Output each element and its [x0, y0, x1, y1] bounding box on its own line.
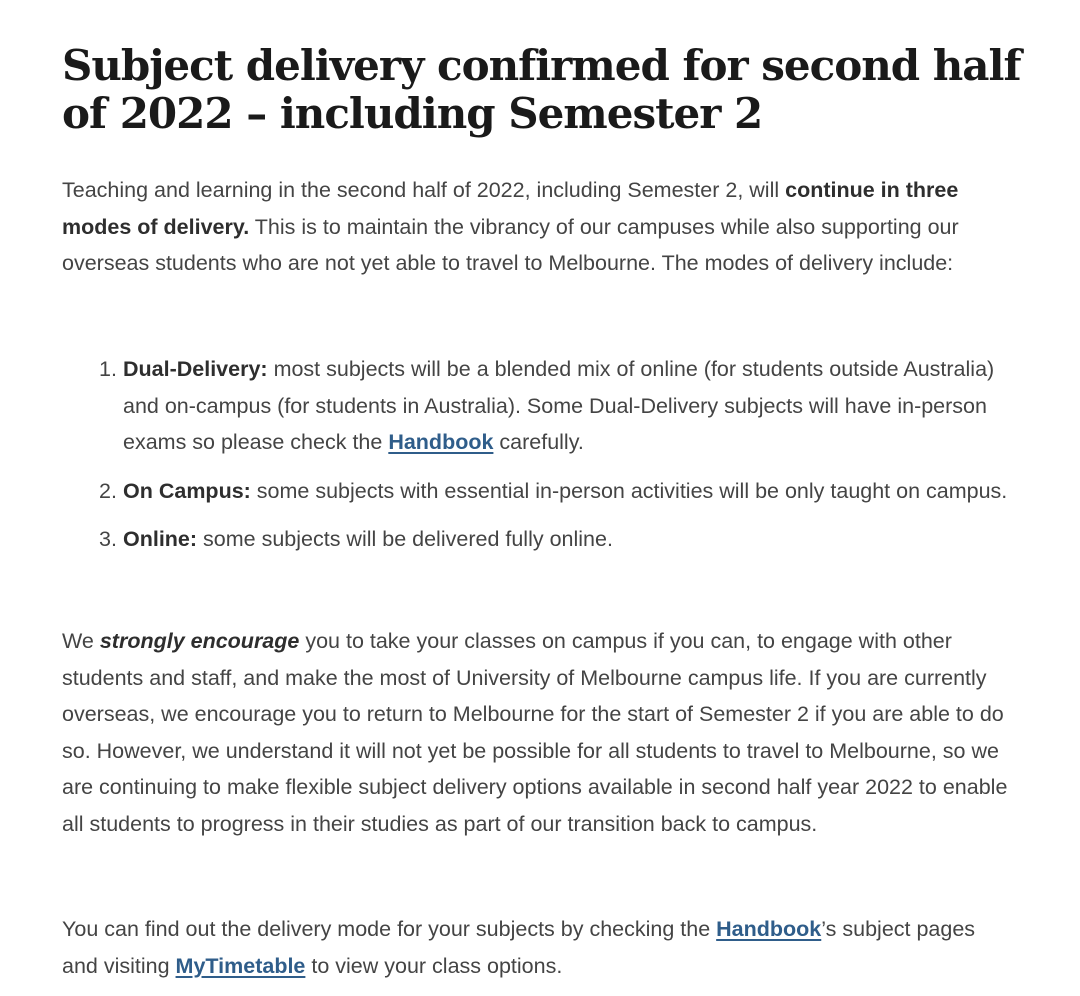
find-out-prefix: You can find out the delivery mode for your subjects by checking the: [62, 917, 717, 941]
find-out-paragraph: [62, 911, 1012, 984]
intro-text-start: Teaching and learning in the second half of 2022, including Semester 2, will: [62, 178, 786, 202]
mode-text-online: some subjects will be delivered fully online.: [197, 527, 613, 551]
mytimetable-link[interactable]: MyTimetable: [175, 953, 306, 978]
encourage-paragraph: [62, 623, 1012, 842]
mode-label-online: Online:: [123, 527, 198, 551]
mode-label-on-campus: On Campus:: [123, 478, 251, 503]
mode-text-dual-delivery: most subjects will be a blended mix of online (for students outside Australia) and on-campus (for students in Australia). Some Dual-Delivery subjects will have in-person exams so please check the: [123, 357, 995, 454]
list-number: 1.: [99, 357, 117, 381]
list-number: 2.: [99, 478, 117, 503]
mode-label-dual-delivery: Dual-Delivery:: [123, 357, 268, 381]
delivery-modes-list: [62, 351, 1022, 570]
intro-bold-text: continue in three modes of delivery.: [62, 178, 959, 239]
find-out-suffix: to view your class options.: [305, 953, 563, 978]
mode-text-on-campus: some subjects with essential in-person activities will be only taught on campus.: [250, 478, 1008, 503]
list-item-dual-delivery: [62, 351, 1022, 461]
mode-text-dual-delivery-end: carefully.: [493, 430, 584, 454]
encourage-text: you to take your classes on campus if you can, to engage with other students and staff, and make the most of University of Melbourne campus life. If you are currently overseas, we encourage you to return to Melbourne for the start of Semester 2 if you are able to do so. However, we understand it will not yet be possible for all students to travel to Melbourne, so we are continuing to make flexible subject delivery options available in second half year 2022 to enable all students to progress in their studies as part of our transition back to campus.: [62, 629, 1008, 836]
handbook-link[interactable]: Handbook: [388, 430, 494, 454]
handbook-link-2[interactable]: Handbook: [716, 917, 822, 941]
list-item-on-campus: [62, 473, 1022, 510]
list-item-online: [62, 521, 1022, 558]
encourage-prefix: We: [62, 629, 100, 653]
list-number: 3.: [99, 527, 117, 551]
encourage-emphasis: strongly encourage: [99, 629, 300, 653]
intro-paragraph: [62, 172, 1012, 282]
article-title: Subject delivery confirmed for second half of 2022 – including Semester 2: [62, 41, 1021, 138]
intro-text-end: This is to maintain the vibrancy of our campuses while also supporting our overseas students who are not yet able to travel to Melbourne. The modes of delivery include:: [62, 214, 959, 275]
find-out-middle: ’s subject pages and visiting: [62, 917, 976, 978]
